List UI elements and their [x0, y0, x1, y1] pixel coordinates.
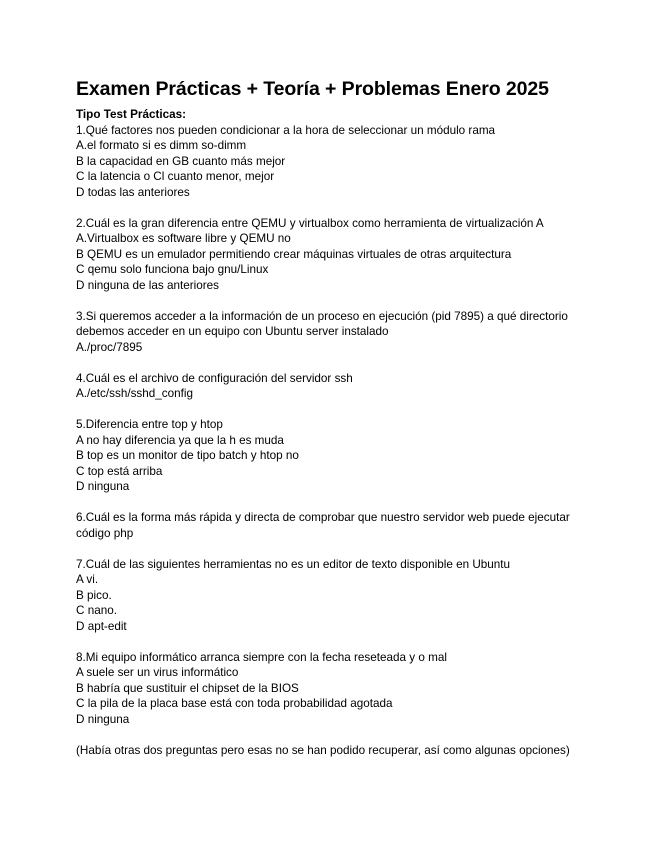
question-block [76, 510, 636, 541]
question-line: debemos acceder en un equipo con Ubuntu server instalado [76, 325, 389, 338]
question-line: B pico. [76, 588, 112, 602]
question-line: A suele ser un virus informático [76, 666, 239, 679]
question-block [76, 309, 636, 356]
question-text: 2.Cuál es la gran diferencia entre QEMU y virtualbox como herramienta de virtualización A [76, 216, 544, 230]
question-text: 7.Cuál de las siguientes herramientas no es un editor de texto disponible en Ubuntu [76, 557, 511, 571]
question-line: C top está arriba [76, 464, 163, 478]
question-text: 6.Cuál es la forma más rápida y directa de comprobar que nuestro servidor web puede ejecutar [76, 511, 570, 524]
question-list [76, 123, 636, 728]
question-text: 3.Si queremos acceder a la información de un proceso en ejecución (pid 7895) a qué directorio [76, 309, 568, 323]
question-block [76, 123, 636, 201]
question-line: A vi. [76, 573, 99, 586]
document-title: Examen Prácticas + Teoría + Problemas Enero 2025 [76, 78, 549, 100]
question-block [76, 650, 636, 728]
question-text: 1.Qué factores nos pueden condicionar a la hora de seleccionar un módulo rama [76, 123, 496, 137]
question-line: D ninguna [76, 712, 130, 726]
question-line: D ninguna de las anteriores [76, 278, 219, 292]
question-line: D ninguna [76, 480, 130, 493]
question-text: 8.Mi equipo informático arranca siempre con la fecha reseteada y o mal [76, 650, 447, 664]
question-line: D apt-edit [76, 619, 127, 633]
question-line: C nano. [76, 604, 117, 617]
question-line: C qemu solo funciona bajo gnu/Linux [76, 263, 269, 276]
question-block [76, 216, 636, 294]
question-line: código php [76, 526, 134, 540]
question-line: A.Virtualbox es software libre y QEMU no [76, 232, 291, 245]
question-line: B la capacidad en GB cuanto más mejor [76, 154, 286, 168]
question-line: D todas las anteriores [76, 185, 190, 199]
question-line: A.el formato si es dimm so-dimm [76, 139, 247, 152]
question-line: B top es un monitor de tipo batch y htop no [76, 449, 299, 462]
question-block [76, 557, 636, 635]
section-label: Tipo Test Prácticas: [76, 108, 186, 121]
question-line: B QEMU es un emulador permitiendo crear máquinas virtuales de otras arquitectura [76, 247, 512, 261]
question-block [76, 371, 636, 402]
question-line: A./proc/7895 [76, 340, 143, 354]
document-page [76, 76, 636, 758]
question-line: A./etc/ssh/sshd_config [76, 387, 193, 400]
question-text: 4.Cuál es el archivo de configuración del servidor ssh [76, 371, 353, 385]
question-line: C la latencia o Cl cuanto menor, mejor [76, 170, 275, 183]
question-block [76, 417, 636, 495]
footer-note: (Había otras dos preguntas pero esas no se han podido recuperar, así como algunas opciones) [76, 743, 570, 757]
question-line: A no hay diferencia ya que la h es muda [76, 433, 284, 447]
question-line: C la pila de la placa base está con toda probabilidad agotada [76, 697, 393, 710]
question-text: 5.Diferencia entre top y htop [76, 418, 223, 431]
question-line: B habría que sustituir el chipset de la BIOS [76, 681, 299, 695]
